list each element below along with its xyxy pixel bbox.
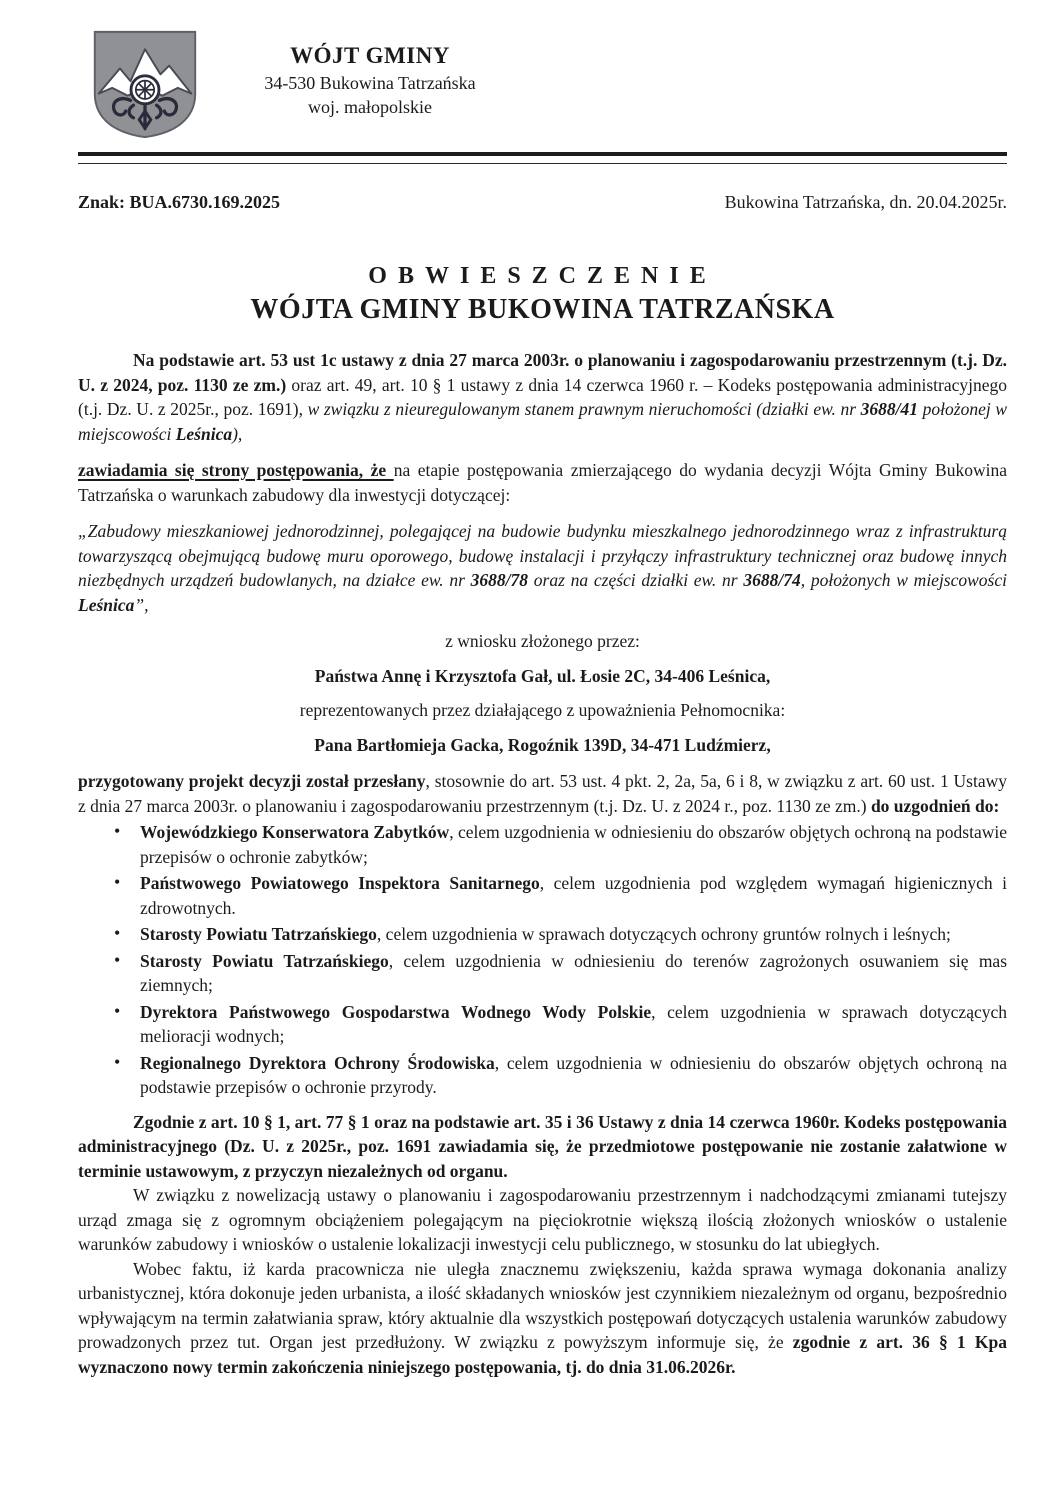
bullet-icon: • — [114, 923, 121, 943]
text-run: na etapie postępowania zmierzającego do wydania decyzji Wójta Gminy Bukowina Tatrzańska o warunkach zabudowy dla inwestycji dotyczącej: — [78, 460, 1007, 505]
title-block — [78, 263, 1007, 326]
place-and-date: Bukowina Tatrzańska, dn. 20.04.2025r. — [724, 192, 1007, 212]
parcel-number: 3688/41 — [860, 399, 919, 419]
authority-name: Regionalnego Dyrektora Ochrony Środowiska — [140, 1052, 495, 1073]
locality-name: Leśnica — [175, 423, 233, 444]
text-run: oraz art. 49, art. 10 § 1 ustawy z dnia 14 czerwca 1960 r. – Kodeks postępowania administracyjnego (t.j. Dz. U. z 2025r., poz. 1691), — [78, 374, 1007, 419]
parcel-number: 3688/78 — [470, 570, 529, 590]
text-run: , celem uzgodnienia w sprawach dotyczących ochrony gruntów rolnych i leśnych; — [376, 924, 951, 944]
office-title: WÓJT GMINY — [290, 43, 450, 68]
authority-name: Państwowego Powiatowego Inspektora Sanitarnego — [140, 873, 540, 893]
office-region: woj. małopolskie — [308, 97, 432, 118]
document-subtitle: WÓJTA GMINY BUKOWINA TATRZAŃSKA — [250, 294, 835, 325]
notification-emphasis: zawiadamia się strony postępowania, że — [78, 460, 394, 480]
text-run: , celem uzgodnienia pod względem wymagań higienicznych i zdrowotnych. — [140, 873, 1007, 918]
text-run: , celem uzgodnienia w odniesieniu do obszarów objętych ochroną na podstawie przepisów o ochronie przyrody. — [140, 1052, 1007, 1097]
municipal-coat-of-arms-icon — [86, 28, 204, 140]
kpa-deadline-paragraph: Zgodnie z art. 10 § 1, art. 77 § 1 oraz na podstawie art. 35 i 36 Ustawy z dnia 14 czerwca 1960r. Kodeks postępowania administracyjnego (Dz. U. z 2025r., poz. 1691 zawiadamia się, że przedmiotowe postępowanie nie zostanie załatwione w terminie ustawowym, z przyczyn niezależnych od organu. — [78, 1111, 1007, 1181]
text-run: , celem uzgodnienia w sprawach dotyczących melioracji wodnych; — [140, 1001, 1007, 1046]
text-run: , stosownie do art. 53 ust. 4 pkt. 2, 2a, 5a, 6 i 8, w związku z art. 60 ust. 1 Ustawy z dnia 27 marca 2003r. o planowaniu i zagospodarowaniu przestrzennym (t.j. Dz. U. z 2024 r., poz. 1130 ze zm.) — [78, 771, 1007, 816]
authority-name: Starosty Powiatu Tatrzańskiego — [140, 950, 389, 971]
new-deadline-emphasis: zgodnie z art. 36 § 1 Kpa wyznaczono nowy termin zakończenia niniejszego postępowania, tj. do dnia 31.06.2026r. — [78, 1332, 1007, 1377]
investment-description-quote — [78, 519, 1007, 617]
representative-name: Pana Bartłomieja Gacka, Rogoźnik 139D, 34-471 Ludźmierz, — [314, 734, 771, 755]
list-item — [78, 1000, 1007, 1049]
text-run: , celem uzgodnienia w odniesieniu do obszarów objętych ochroną na podstawie przepisów o ochronie zabytków; — [140, 822, 1008, 867]
applicant-intro: z wniosku złożonego przez: — [445, 631, 640, 651]
authority-name: Wojewódzkiego Konserwatora Zabytków — [140, 822, 450, 842]
list-item — [78, 1051, 1007, 1100]
locality-name: Leśnica — [78, 594, 135, 615]
notification-paragraph — [78, 458, 1007, 507]
bullet-icon: • — [114, 1000, 121, 1021]
bullet-icon: • — [114, 821, 121, 841]
legal-basis-paragraph — [78, 348, 1007, 446]
text-run: położonej w miejscowości — [78, 399, 1007, 444]
text-run: Wobec faktu, iż karda pracownicza nie uległa znacznemu zwiększeniu, każda sprawa wymaga dokonania analizy urbanistycznej, która dokonuje jeden urbanista, a ilość składanych wniosków jest czynnikiem niezależnym od organu, bezpośrednio wpływającym na termin załatwiania spraw, który aktualnie dla wszystkich postępowań dotyczących ustalenia warunków zabudowy prowadzonych przez tut. Organ jest przedłużony. W związku z powyższym informuje się, że — [78, 1258, 1007, 1352]
text-run: , położonych w miejscowości — [800, 570, 1007, 590]
case-reference-number: Znak: BUA.6730.169.2025 — [78, 192, 281, 212]
consulting-authorities-list — [78, 820, 1007, 1100]
new-deadline-paragraph — [78, 1257, 1007, 1380]
bullet-icon: • — [114, 1051, 121, 1072]
parcel-number: 3688/74 — [743, 570, 801, 590]
list-item — [78, 949, 1007, 998]
text-run: „Zabudowy mieszkaniowej jednorodzinnej, polegającej na budowie budynku mieszkalnego jednorodzinnego wraz z infrastrukturą towarzyszącą obejmującą budowę muru oporowego, budowę instalacji i przyłączy infrastruktury technicznej oraz budowę innych niezbędnych urządzeń budowlanych, na działce ew. nr — [78, 521, 1007, 590]
text-run: Na podstawie art. 53 ust 1c ustawy z dnia 27 marca 2003r. o planowaniu i zagospodarowaniu przestrzennym (t.j. Dz. U. z 2024, poz. 1130 ze zm.) — [78, 350, 1007, 395]
authority-name: Starosty Powiatu Tatrzańskiego — [140, 924, 377, 944]
list-item — [78, 820, 1007, 869]
list-item — [78, 871, 1007, 920]
document-body — [78, 348, 1007, 1379]
bullet-icon: • — [114, 949, 121, 970]
authority-name: Dyrektora Państwowego Gospodarstwa Wodnego Wody Polskie — [140, 1001, 652, 1022]
letterhead-text — [230, 40, 510, 120]
text-run: ), — [232, 423, 243, 444]
text-run: oraz na części działki ew. nr — [528, 570, 744, 590]
header-divider — [78, 152, 1007, 164]
letterhead — [78, 28, 1007, 140]
workload-explanation-paragraph: W związku z nowelizacją ustawy o planowaniu i zagospodarowaniu przestrzennym i nadchodzącymi zmianami tutejszy urząd zmaga się z ogromnym obciążeniem polegającym na pięciokrotnie większą ilością złożonych wniosków o ustalenie warunków zabudowy i wniosków o ustalenie lokalizacji inwestycji celu publicznego, w stosunku do lat ubiegłych. — [78, 1185, 1007, 1254]
bullet-icon: • — [114, 872, 121, 892]
reference-row — [78, 192, 1007, 213]
text-run: w związku z nieuregulowanym stanem prawnym nieruchomości (działki ew. nr — [307, 399, 861, 419]
office-address: 34-530 Bukowina Tatrzańska — [264, 73, 476, 94]
applicant-names: Państwa Annę i Krzysztofa Gał, ul. Łosie 2C, 34-406 Leśnica, — [314, 665, 771, 686]
text-run: ”, — [134, 594, 149, 615]
list-item — [78, 922, 1007, 947]
draft-decision-paragraph — [78, 769, 1007, 818]
text-run: , celem uzgodnienia w odniesieniu do terenów zagrożonych osuwaniem się mas ziemnych; — [140, 950, 1008, 995]
text-run: do uzgodnień do: — [870, 795, 1000, 816]
text-run: przygotowany projekt decyzji został przesłany — [78, 771, 426, 791]
representative-intro: reprezentowanych przez działającego z upoważnienia Pełnomocnika: — [299, 700, 786, 720]
document-title: OBWIESZCZENIE — [368, 263, 717, 289]
